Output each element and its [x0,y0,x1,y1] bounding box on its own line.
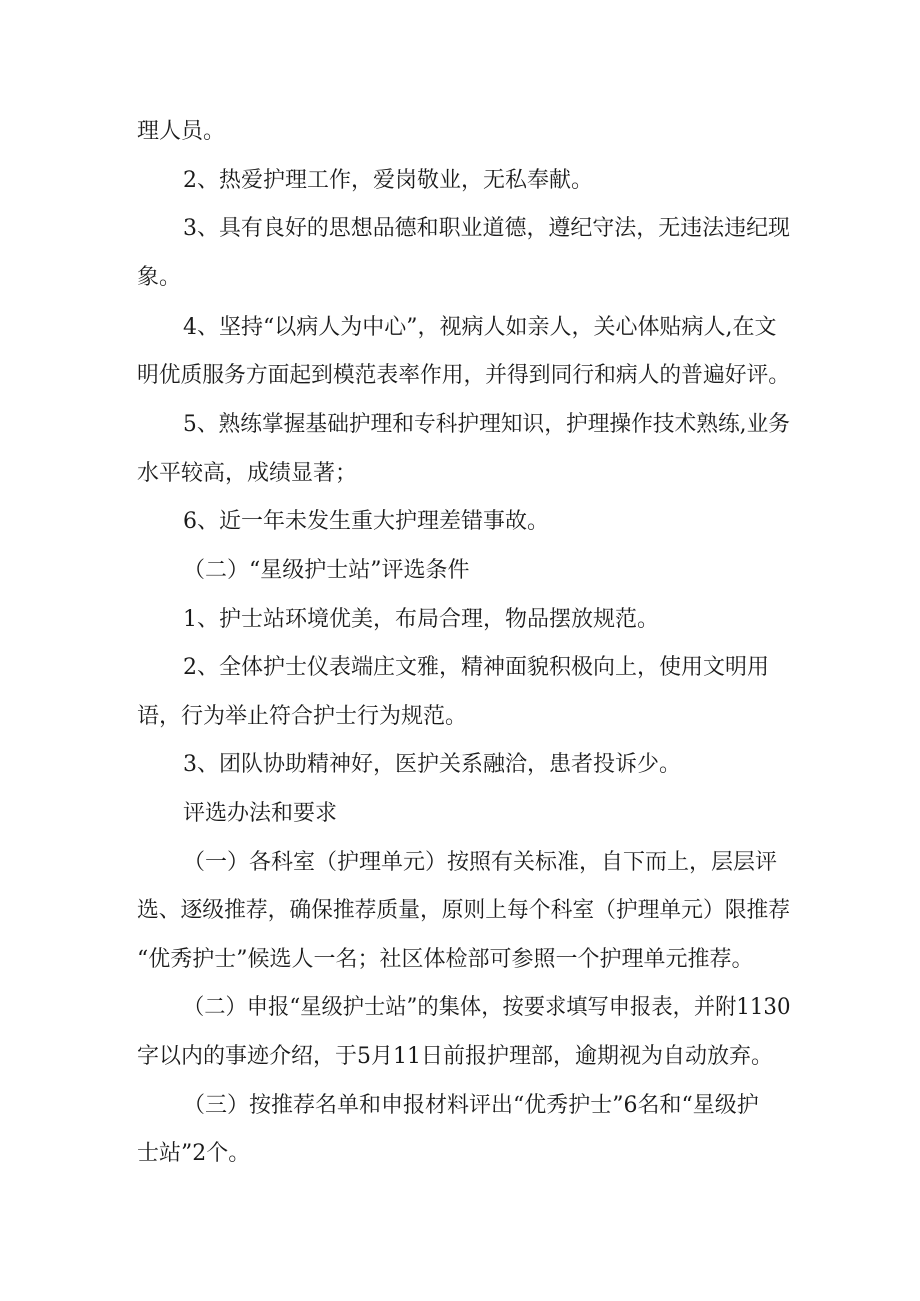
text-line-5: 4、坚持“以病人为中心”，视病人如亲人，关心体贴病人,在文 [183,315,777,340]
text-line-3: 3、具有良好的思想品德和职业道德，遵纪守法，无违法违纪现 [183,216,791,241]
text-line-19: （二）申报“星级护士站”的集体，按要求填写申报表，并附1130 [183,995,791,1020]
text-line-16: （一）各科室（护理单元）按照有关标准，自下而上，层层评 [183,850,778,875]
text-line-22: 士站”2个。 [137,1141,251,1166]
section-heading-methods: 评选办法和要求 [183,801,338,826]
text-line-6: 明优质服务方面起到模范表率作用，并得到同行和病人的普遍好评。 [137,363,791,388]
text-line-18: “优秀护士”候选人一名；社区体检部可参照一个护理单元推荐。 [137,947,754,972]
text-line-4: 象。 [137,265,182,290]
section-heading-star-station: （二）“星级护士站”评选条件 [183,558,470,583]
text-line-13: 语，行为举止符合护士行为规范。 [137,704,468,729]
text-line-7: 5、熟练掌握基础护理和专科护理知识，护理操作技术熟练,业务 [183,412,791,437]
text-line-8: 水平较高，成绩显著； [137,461,358,486]
text-line-2: 2、热爱护理工作，爱岗敬业，无私奉献。 [183,168,593,193]
text-line-12: 2、全体护士仪表端庄文雅，精神面貌积极向上，使用文明用 [183,655,769,680]
text-line-17: 选、逐级推荐，确保推荐质量，原则上每个科室（护理单元）限推荐 [137,898,791,923]
text-line-14: 3、团队协助精神好，医护关系融洽，患者投诉少。 [183,752,681,777]
text-line-11: 1、护士站环境优美，布局合理，物品摆放规范。 [183,607,659,632]
text-line-9: 6、近一年未发生重大护理差错事故。 [183,509,549,534]
text-line-21: （三）按推荐名单和申报材料评出“优秀护士”6名和“星级护 [183,1093,759,1118]
text-line-20: 字以内的事迹介绍，于5月11日前报护理部，逾期视为自动放弃。 [137,1044,773,1069]
text-line-1: 理人员。 [137,119,226,144]
